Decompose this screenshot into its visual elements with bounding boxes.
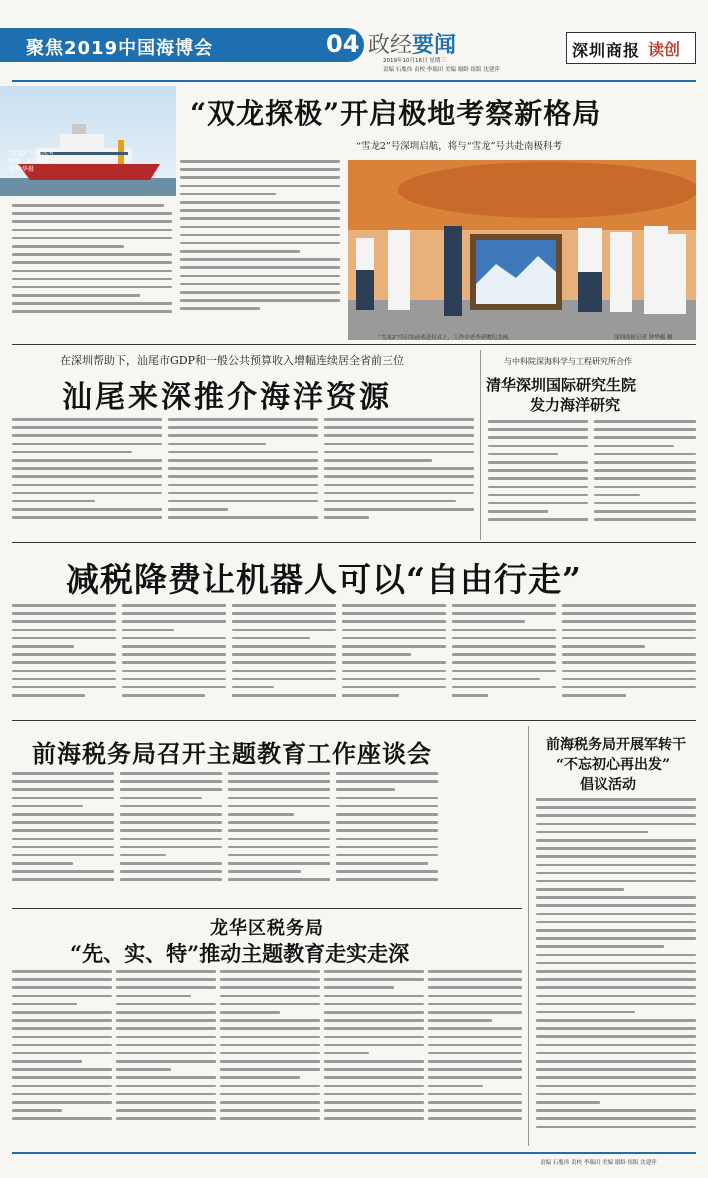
longhua-headline-1: 龙华区税务局 (210, 918, 324, 939)
longhua-headline-2: “先、实、特”推动主题教育走实走深 (70, 941, 410, 966)
longhua-body-col-4 (324, 970, 424, 1146)
footer-rule (12, 1152, 696, 1154)
photo-caption: “雪龙2”号启发前欢送仪式上，工作中老李获赠纪念画。 (378, 335, 514, 341)
footer-staff-line: 责编 石胤伟 责校 李瑞田 美编 谢龄 组版 沈建萍 (540, 1160, 657, 1166)
robot-body-col-4 (342, 604, 446, 714)
section-name-part-2: 要闻 (412, 33, 457, 58)
longhua-body-col-2 (116, 970, 216, 1146)
ceremony-photo (348, 160, 696, 340)
tsinghua-kicker: 与中科院深海科学与工程研究所合作 (504, 357, 632, 366)
robot-body-col-3 (232, 604, 336, 714)
qianhai-body-col-2 (120, 772, 222, 902)
robot-body-col-1 (12, 604, 116, 714)
section-name-part-1: 政经 (368, 33, 413, 58)
lead-body-col-2 (180, 160, 340, 330)
masthead-logo: 深圳商报 (572, 41, 641, 60)
qianhai-headline: 前海税务局召开主题教育工作座谈会 (32, 739, 432, 768)
section-name (368, 28, 456, 59)
shanwei-kicker: 在深圳帮助下，汕尾市GDP和一般公共预算收入增幅连续居全省前三位 (60, 354, 405, 367)
masthead-tag: 读创 (648, 40, 681, 59)
date-line: 2019年10月16日 星期三 (383, 58, 446, 64)
shanwei-divider (480, 350, 481, 540)
longhua-body-col-3 (220, 970, 320, 1146)
ship-photo (0, 86, 176, 196)
tsinghua-body-col-2 (594, 420, 696, 536)
longhua-body-col-5 (428, 970, 522, 1146)
robot-headline: 减税降费让机器人可以“自由行走” (66, 560, 582, 599)
qianhai-body-col-3 (228, 772, 330, 902)
page-number: 04 (326, 30, 360, 58)
ship-caption: “雪龙2”号破冰考察船。深圳商报记者 钟华摄 (8, 150, 57, 173)
header-staff-line: 责编 石胤伟 责校 李瑞田 美编 谢龄 组版 沈建萍 (383, 67, 500, 73)
shanwei-headline: 汕尾来深推介海洋资源 (62, 380, 392, 415)
photo-credit: 深圳商报记者 钟华摄 摄 (614, 335, 673, 341)
section-banner-text: 聚焦2019中国海博会 (26, 38, 214, 59)
lead-subheadline: “雪龙2”号深圳启航，将与“雪龙”号共赴南极科考 (356, 141, 562, 152)
lead-bottom-rule (12, 344, 696, 345)
robot-bottom-rule (12, 720, 696, 721)
header-rule (12, 80, 696, 82)
qianhai-body-col-1 (12, 772, 114, 902)
robot-body-col-2 (122, 604, 226, 714)
shanwei-bottom-rule (12, 542, 696, 543)
side-headline-1: 前海税务局开展军转干 (546, 737, 686, 753)
qianhai-body-col-4 (336, 772, 438, 902)
side-headline-2: “不忘初心再出发” (556, 757, 671, 773)
qianhai-bottom-rule (12, 908, 522, 909)
robot-body-col-6 (562, 604, 696, 714)
lead-body-col-1 (12, 204, 172, 328)
side-headline-3: 倡议活动 (580, 777, 636, 793)
tsinghua-headline-1: 清华深圳国际研究生院 (486, 376, 637, 394)
longhua-body-col-1 (12, 970, 112, 1146)
shanwei-body-col-1 (12, 418, 162, 536)
lead-headline: “双龙探极”开启极地考察新格局 (190, 97, 602, 130)
tsinghua-headline-2: 发力海洋研究 (530, 396, 621, 414)
shanwei-body-col-2 (168, 418, 318, 536)
side-body (536, 798, 696, 1144)
robot-body-col-5 (452, 604, 556, 714)
tsinghua-body-col-1 (488, 420, 588, 536)
shanwei-body-col-3 (324, 418, 474, 536)
qianhai-divider (528, 726, 529, 1146)
